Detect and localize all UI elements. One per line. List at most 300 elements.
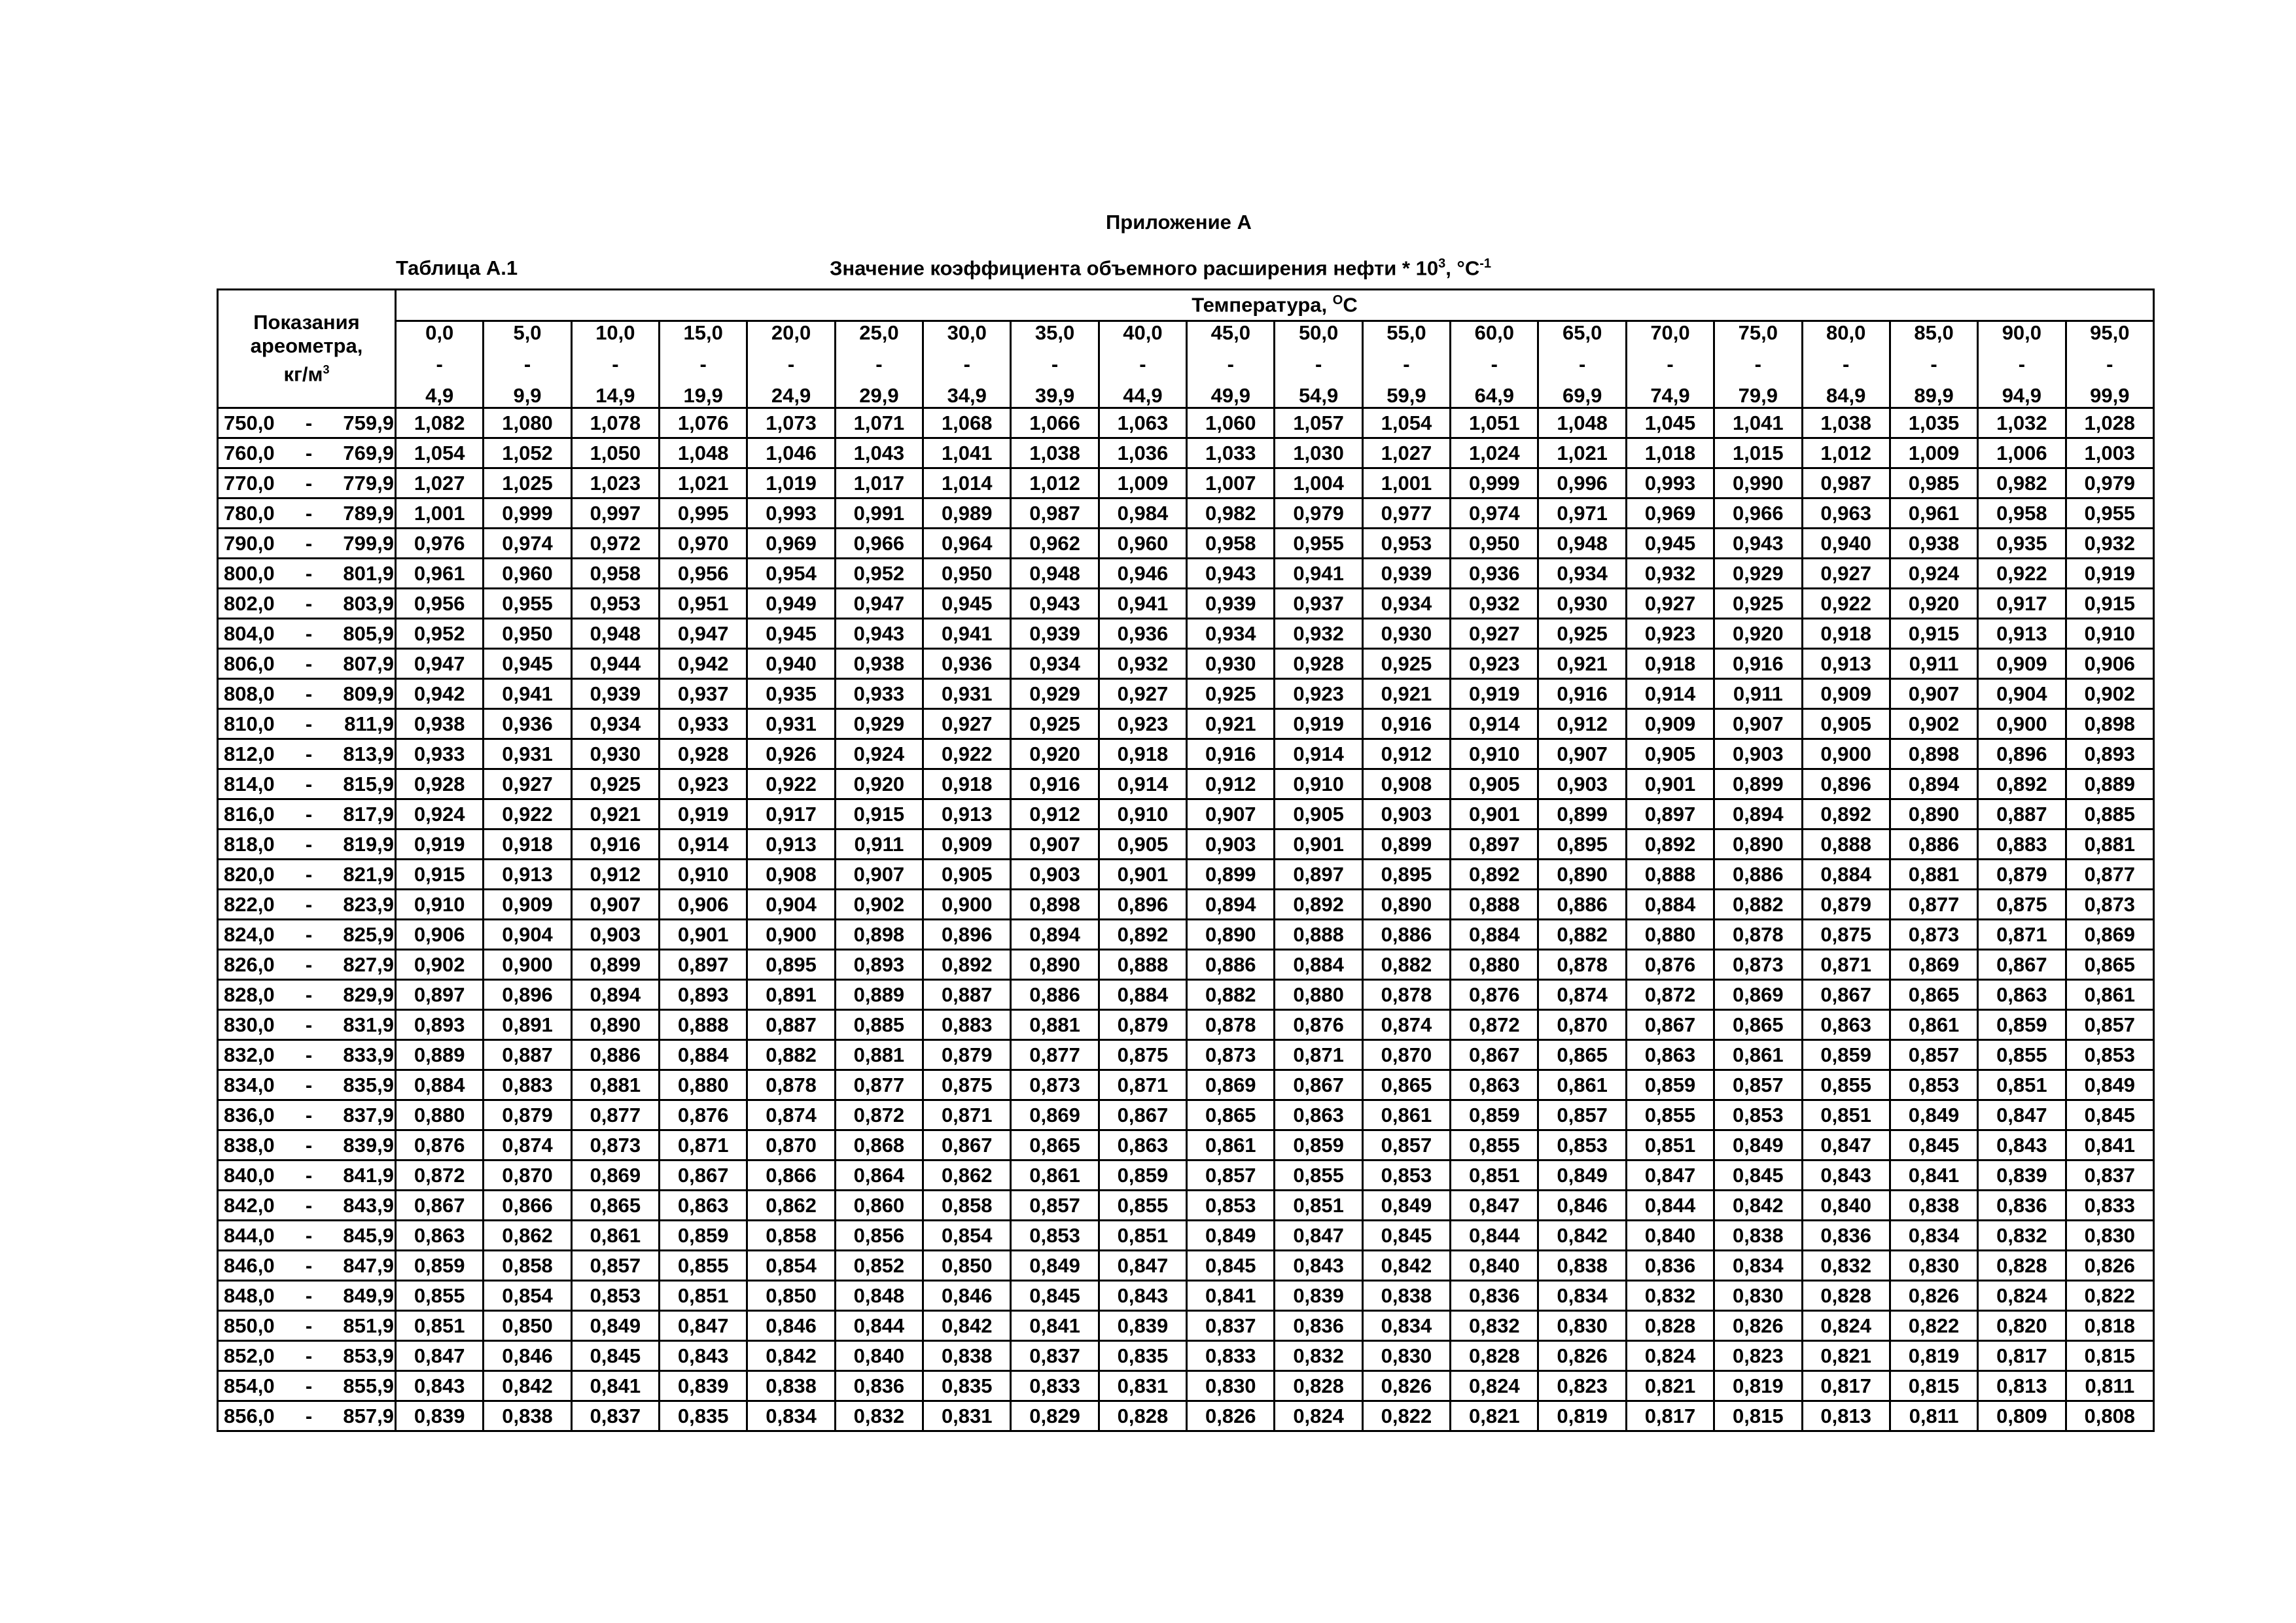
coefficient-cell: 0,863 [1099, 1130, 1186, 1161]
coefficient-cell: 0,846 [747, 1311, 835, 1341]
hydrometer-range-dash: - [305, 742, 313, 765]
coefficient-cell: 0,861 [1890, 1010, 1977, 1040]
coefficient-cell: 0,838 [923, 1341, 1011, 1371]
coefficient-cell: 0,908 [747, 860, 835, 890]
hydrometer-range-cell [218, 438, 396, 468]
hydrometer-range-cell [218, 1070, 396, 1100]
row-header-line3 [219, 358, 395, 386]
hydrometer-range-from: 816,0 [224, 802, 275, 826]
temperature-range-to: 34,9 [947, 384, 987, 407]
coefficient-cell: 0,910 [396, 890, 484, 920]
coefficient-cell: 0,879 [484, 1100, 571, 1130]
coefficient-cell: 0,982 [1187, 498, 1275, 529]
temperature-range-dash: - [699, 353, 707, 375]
table-row [218, 679, 2154, 709]
coefficient-cell: 0,916 [1538, 679, 1626, 709]
hydrometer-range-dash: - [305, 832, 313, 856]
coefficient-cell: 0,835 [923, 1371, 1011, 1401]
coefficient-cell: 0,936 [1451, 559, 1538, 589]
coefficient-cell: 0,996 [1538, 468, 1626, 498]
coefficient-cell: 0,919 [2066, 559, 2153, 589]
temperature-range-header [1714, 321, 1802, 408]
coefficient-cell: 0,830 [1890, 1251, 1977, 1281]
coefficient-cell: 0,976 [396, 529, 484, 559]
coefficient-cell: 0,862 [747, 1191, 835, 1221]
coefficient-cell: 0,832 [1626, 1281, 1714, 1311]
coefficient-cell: 0,851 [1275, 1191, 1362, 1221]
coefficient-cell: 0,895 [747, 950, 835, 980]
table-row [218, 1130, 2154, 1161]
coefficient-cell: 0,923 [1626, 619, 1714, 649]
coefficient-cell: 0,896 [923, 920, 1011, 950]
hydrometer-range-cell [218, 1371, 396, 1401]
coefficient-cell: 0,849 [1011, 1251, 1099, 1281]
coefficient-cell: 0,921 [1362, 679, 1450, 709]
coefficient-cell: 0,819 [1538, 1401, 1626, 1431]
coefficient-cell: 0,876 [396, 1130, 484, 1161]
coefficient-cell: 0,885 [2066, 799, 2153, 829]
coefficient-cell: 0,893 [396, 1010, 484, 1040]
coefficient-cell: 0,845 [1362, 1221, 1450, 1251]
hydrometer-range-dash: - [305, 1103, 313, 1126]
coefficient-cell: 1,073 [747, 408, 835, 438]
coefficient-cell: 0,850 [747, 1281, 835, 1311]
hydrometer-range-to: 843,9 [343, 1193, 394, 1217]
coefficient-cell: 0,878 [1538, 950, 1626, 980]
coefficient-cell: 0,904 [484, 920, 571, 950]
coefficient-cell: 0,883 [484, 1070, 571, 1100]
hydrometer-range-dash: - [305, 1374, 313, 1397]
hydrometer-range-dash: - [305, 1193, 313, 1217]
table-row [218, 1371, 2154, 1401]
table-row [218, 1070, 2154, 1100]
hydrometer-range-cell [218, 709, 396, 739]
coefficient-cell: 0,910 [2066, 619, 2153, 649]
coefficient-cell: 0,894 [1011, 920, 1099, 950]
coefficient-cell: 0,857 [1011, 1191, 1099, 1221]
coefficient-cell: 1,035 [1890, 408, 1977, 438]
hydrometer-range-cell [218, 649, 396, 679]
coefficient-cell: 0,867 [1626, 1010, 1714, 1040]
coefficient-cell: 0,858 [747, 1221, 835, 1251]
hydrometer-range-cell [218, 1311, 396, 1341]
temperature-range-to: 84,9 [1826, 384, 1866, 407]
coefficient-cell: 0,878 [1362, 980, 1450, 1010]
coefficient-cell: 0,855 [1451, 1130, 1538, 1161]
coefficient-cell: 0,885 [835, 1010, 923, 1040]
coefficient-cell: 0,817 [1978, 1341, 2066, 1371]
coefficient-cell: 0,977 [1362, 498, 1450, 529]
coefficient-cell: 0,824 [1451, 1371, 1538, 1401]
coefficient-cell: 0,920 [1714, 619, 1802, 649]
coefficient-cell: 0,828 [1978, 1251, 2066, 1281]
coefficient-cell: 0,872 [1626, 980, 1714, 1010]
coefficient-cell: 0,922 [747, 769, 835, 799]
coefficient-cell: 0,932 [1275, 619, 1362, 649]
coefficient-cell: 0,865 [1538, 1040, 1626, 1070]
temperature-range-from: 40,0 [1123, 321, 1163, 344]
coefficient-cell: 0,839 [660, 1371, 747, 1401]
coefficient-cell: 0,841 [1187, 1281, 1275, 1311]
coefficient-cell: 0,993 [1626, 468, 1714, 498]
coefficient-cell: 0,817 [1626, 1401, 1714, 1431]
coefficient-cell: 0,892 [1978, 769, 2066, 799]
coefficient-cell: 0,840 [835, 1341, 923, 1371]
temperature-degree-sign: О [1332, 293, 1343, 308]
coefficient-cell: 0,869 [1890, 950, 1977, 980]
coefficient-cell: 0,901 [1275, 829, 1362, 860]
coefficient-cell: 0,889 [2066, 769, 2153, 799]
coefficient-cell: 0,882 [1187, 980, 1275, 1010]
temperature-range-to: 14,9 [595, 384, 635, 407]
coefficient-cell: 1,007 [1187, 468, 1275, 498]
coefficient-cell: 0,839 [396, 1401, 484, 1431]
hydrometer-range-to: 837,9 [343, 1103, 394, 1126]
coefficient-cell: 0,863 [660, 1191, 747, 1221]
coefficient-cell: 0,879 [923, 1040, 1011, 1070]
hydrometer-range-cell [218, 950, 396, 980]
coefficient-cell: 0,851 [660, 1281, 747, 1311]
table-row [218, 1221, 2154, 1251]
hydrometer-range-to: 799,9 [343, 531, 394, 555]
coefficient-cell: 0,927 [1802, 559, 1890, 589]
coefficient-cell: 0,861 [1187, 1130, 1275, 1161]
coefficient-cell: 0,865 [1187, 1100, 1275, 1130]
hydrometer-range-dash: - [305, 411, 313, 434]
temperature-range-to: 39,9 [1034, 384, 1075, 407]
coefficient-cell: 0,952 [396, 619, 484, 649]
coefficient-cell: 1,066 [1011, 408, 1099, 438]
coefficient-cell: 0,847 [660, 1311, 747, 1341]
table-row [218, 860, 2154, 890]
table-row [218, 559, 2154, 589]
coefficient-cell: 0,837 [571, 1401, 659, 1431]
coefficient-cell: 1,045 [1626, 408, 1714, 438]
coefficient-cell: 0,875 [1099, 1040, 1186, 1070]
coefficient-cell: 0,891 [747, 980, 835, 1010]
coefficient-cell: 0,914 [660, 829, 747, 860]
coefficient-cell: 1,009 [1099, 468, 1186, 498]
coefficient-cell: 0,828 [1451, 1341, 1538, 1371]
hydrometer-range-from: 840,0 [224, 1163, 275, 1187]
hydrometer-range-to: 809,9 [343, 682, 394, 705]
coefficient-cell: 0,901 [660, 920, 747, 950]
temperature-range-from: 35,0 [1034, 321, 1075, 344]
coefficient-cell: 0,859 [1626, 1070, 1714, 1100]
hydrometer-range-cell [218, 739, 396, 769]
expansion-coefficient-table [217, 288, 2155, 1432]
coefficient-cell: 0,826 [1714, 1311, 1802, 1341]
coefficient-cell: 1,018 [1626, 438, 1714, 468]
coefficient-cell: 0,837 [1187, 1311, 1275, 1341]
hydrometer-range-dash: - [305, 952, 313, 976]
coefficient-cell: 0,847 [1802, 1130, 1890, 1161]
table-row [218, 619, 2154, 649]
coefficient-cell: 0,832 [835, 1401, 923, 1431]
hydrometer-range-to: 833,9 [343, 1043, 394, 1066]
coefficient-cell: 0,876 [1275, 1010, 1362, 1040]
coefficient-cell: 1,043 [835, 438, 923, 468]
coefficient-cell: 1,021 [1538, 438, 1626, 468]
table-caption-unit: , °С [1445, 256, 1480, 280]
coefficient-cell: 0,912 [1362, 739, 1450, 769]
coefficient-cell: 0,845 [1187, 1251, 1275, 1281]
hydrometer-range-to: 807,9 [343, 652, 394, 675]
coefficient-cell: 0,903 [571, 920, 659, 950]
temperature-range-to: 44,9 [1123, 384, 1163, 407]
coefficient-cell: 0,925 [571, 769, 659, 799]
coefficient-cell: 0,880 [396, 1100, 484, 1130]
coefficient-cell: 0,863 [1802, 1010, 1890, 1040]
coefficient-cell: 0,855 [1626, 1100, 1714, 1130]
table-row [218, 438, 2154, 468]
coefficient-cell: 0,822 [1890, 1311, 1977, 1341]
coefficient-cell: 0,964 [923, 529, 1011, 559]
coefficient-cell: 0,881 [1890, 860, 1977, 890]
temperature-range-header [2066, 321, 2153, 408]
hydrometer-range-dash: - [305, 1253, 313, 1277]
coefficient-cell: 0,979 [2066, 468, 2153, 498]
coefficient-cell: 0,847 [396, 1341, 484, 1371]
coefficient-cell: 0,849 [1714, 1130, 1802, 1161]
coefficient-cell: 0,869 [571, 1161, 659, 1191]
coefficient-cell: 0,840 [1802, 1191, 1890, 1221]
coefficient-cell: 0,833 [1187, 1341, 1275, 1371]
coefficient-cell: 0,943 [1011, 589, 1099, 619]
coefficient-cell: 1,030 [1275, 438, 1362, 468]
coefficient-cell: 1,063 [1099, 408, 1186, 438]
coefficient-cell: 0,898 [1890, 739, 1977, 769]
temperature-range-from: 30,0 [947, 321, 987, 344]
table-row [218, 589, 2154, 619]
coefficient-cell: 0,842 [923, 1311, 1011, 1341]
hydrometer-range-cell [218, 498, 396, 529]
coefficient-cell: 0,945 [747, 619, 835, 649]
coefficient-cell: 0,905 [1626, 739, 1714, 769]
coefficient-cell: 0,851 [1626, 1130, 1714, 1161]
hydrometer-range-dash: - [305, 501, 313, 525]
coefficient-cell: 0,875 [1802, 920, 1890, 950]
coefficient-cell: 0,867 [1275, 1070, 1362, 1100]
hydrometer-range-dash: - [305, 1133, 313, 1157]
coefficient-cell: 0,835 [660, 1401, 747, 1431]
temperature-range-header [1802, 321, 1890, 408]
coefficient-cell: 0,922 [1978, 559, 2066, 589]
coefficient-cell: 0,843 [1099, 1281, 1186, 1311]
coefficient-cell: 0,903 [1714, 739, 1802, 769]
coefficient-cell: 0,871 [1275, 1040, 1362, 1070]
hydrometer-range-cell [218, 559, 396, 589]
coefficient-cell: 0,853 [1714, 1100, 1802, 1130]
coefficient-cell: 0,884 [396, 1070, 484, 1100]
coefficient-cell: 0,938 [1890, 529, 1977, 559]
coefficient-cell: 0,839 [1275, 1281, 1362, 1311]
coefficient-cell: 0,869 [1714, 980, 1802, 1010]
coefficient-cell: 0,869 [1187, 1070, 1275, 1100]
coefficient-cell: 0,928 [660, 739, 747, 769]
coefficient-cell: 1,076 [660, 408, 747, 438]
coefficient-cell: 0,913 [484, 860, 571, 890]
coefficient-cell: 1,021 [660, 468, 747, 498]
hydrometer-range-cell [218, 1040, 396, 1070]
temperature-range-dash: - [1843, 353, 1850, 375]
coefficient-cell: 0,907 [1714, 709, 1802, 739]
hydrometer-range-to: 811,9 [344, 712, 394, 735]
coefficient-cell: 0,875 [923, 1070, 1011, 1100]
coefficient-cell: 0,941 [1099, 589, 1186, 619]
temperature-range-to: 89,9 [1914, 384, 1954, 407]
coefficient-cell: 0,852 [835, 1251, 923, 1281]
coefficient-cell: 0,903 [1187, 829, 1275, 860]
coefficient-cell: 0,865 [571, 1191, 659, 1221]
coefficient-cell: 0,842 [1538, 1221, 1626, 1251]
coefficient-cell: 0,953 [1362, 529, 1450, 559]
coefficient-cell: 0,946 [1099, 559, 1186, 589]
coefficient-cell: 0,912 [571, 860, 659, 890]
coefficient-cell: 0,882 [747, 1040, 835, 1070]
coefficient-cell: 0,879 [1802, 890, 1890, 920]
coefficient-cell: 0,853 [1538, 1130, 1626, 1161]
temperature-range-dash: - [1930, 353, 1937, 375]
coefficient-cell: 0,947 [660, 619, 747, 649]
coefficient-cell: 0,895 [1362, 860, 1450, 890]
coefficient-cell: 1,052 [484, 438, 571, 468]
hydrometer-range-to: 835,9 [343, 1073, 394, 1096]
coefficient-cell: 0,873 [1714, 950, 1802, 980]
table-label: Таблица А.1 [396, 256, 518, 279]
hydrometer-range-to: 857,9 [343, 1404, 394, 1427]
coefficient-cell: 0,990 [1714, 468, 1802, 498]
coefficient-cell: 0,894 [1890, 769, 1977, 799]
hydrometer-range-dash: - [305, 1344, 313, 1367]
coefficient-cell: 0,899 [1362, 829, 1450, 860]
coefficient-cell: 0,881 [571, 1070, 659, 1100]
coefficient-cell: 0,905 [923, 860, 1011, 890]
coefficient-cell: 0,933 [835, 679, 923, 709]
coefficient-cell: 0,862 [484, 1221, 571, 1251]
coefficient-cell: 0,934 [1011, 649, 1099, 679]
coefficient-cell: 0,853 [1362, 1161, 1450, 1191]
temperature-range-dash: - [1754, 353, 1761, 375]
coefficient-cell: 0,925 [1011, 709, 1099, 739]
coefficient-cell: 1,048 [660, 438, 747, 468]
coefficient-cell: 0,853 [1011, 1221, 1099, 1251]
coefficient-cell: 0,934 [1187, 619, 1275, 649]
coefficient-cell: 0,843 [1275, 1251, 1362, 1281]
hydrometer-range-dash: - [305, 531, 313, 555]
coefficient-cell: 0,861 [571, 1221, 659, 1251]
coefficient-cell: 0,884 [660, 1040, 747, 1070]
coefficient-cell: 0,886 [1011, 980, 1099, 1010]
coefficient-cell: 1,057 [1275, 408, 1362, 438]
coefficient-cell: 0,833 [2066, 1191, 2153, 1221]
coefficient-cell: 0,867 [1099, 1100, 1186, 1130]
temperature-range-header [1275, 321, 1362, 408]
coefficient-cell: 0,888 [1099, 950, 1186, 980]
coefficient-cell: 0,935 [747, 679, 835, 709]
coefficient-cell: 0,989 [923, 498, 1011, 529]
coefficient-cell: 0,873 [1011, 1070, 1099, 1100]
hydrometer-range-from: 820,0 [224, 862, 275, 886]
coefficient-cell: 0,879 [1978, 860, 2066, 890]
coefficient-cell: 0,813 [1978, 1371, 2066, 1401]
coefficient-cell: 0,953 [571, 589, 659, 619]
coefficient-cell: 0,915 [835, 799, 923, 829]
coefficient-cell: 0,821 [1802, 1341, 1890, 1371]
coefficient-cell: 0,836 [1978, 1191, 2066, 1221]
coefficient-cell: 0,849 [1187, 1221, 1275, 1251]
coefficient-cell: 0,859 [1978, 1010, 2066, 1040]
coefficient-cell: 0,861 [1011, 1161, 1099, 1191]
coefficient-cell: 0,854 [923, 1221, 1011, 1251]
temperature-range-dash: - [1667, 353, 1674, 375]
coefficient-cell: 0,923 [660, 769, 747, 799]
coefficient-cell: 0,966 [1714, 498, 1802, 529]
coefficient-cell: 0,832 [1451, 1311, 1538, 1341]
hydrometer-range-cell [218, 769, 396, 799]
temperature-range-to: 29,9 [859, 384, 899, 407]
coefficient-cell: 0,838 [484, 1401, 571, 1431]
hydrometer-range-from: 834,0 [224, 1073, 275, 1096]
hydrometer-range-cell [218, 1191, 396, 1221]
hydrometer-range-dash: - [305, 1314, 313, 1337]
coefficient-cell: 0,851 [1978, 1070, 2066, 1100]
coefficient-cell: 0,886 [1362, 920, 1450, 950]
coefficient-cell: 0,853 [1890, 1070, 1977, 1100]
coefficient-cell: 0,867 [660, 1161, 747, 1191]
hydrometer-range-dash: - [305, 922, 313, 946]
coefficient-cell: 0,843 [1802, 1161, 1890, 1191]
coefficient-cell: 0,836 [835, 1371, 923, 1401]
hydrometer-range-dash: - [305, 1073, 313, 1096]
coefficient-cell: 0,897 [660, 950, 747, 980]
coefficient-cell: 0,896 [484, 980, 571, 1010]
coefficient-cell: 0,822 [2066, 1281, 2153, 1311]
coefficient-cell: 0,855 [1802, 1070, 1890, 1100]
temperature-range-header [1099, 321, 1186, 408]
coefficient-cell: 0,910 [1099, 799, 1186, 829]
coefficient-cell: 0,899 [571, 950, 659, 980]
coefficient-cell: 0,848 [835, 1281, 923, 1311]
coefficient-cell: 1,004 [1275, 468, 1362, 498]
coefficient-cell: 0,934 [1362, 589, 1450, 619]
coefficient-cell: 0,963 [1802, 498, 1890, 529]
hydrometer-range-from: 826,0 [224, 952, 275, 976]
hydrometer-range-dash: - [305, 1283, 313, 1307]
temperature-range-dash: - [963, 353, 970, 375]
coefficient-cell: 0,916 [1362, 709, 1450, 739]
temperature-range-to: 4,9 [425, 384, 454, 407]
coefficient-cell: 0,841 [571, 1371, 659, 1401]
coefficient-cell: 0,924 [396, 799, 484, 829]
coefficient-cell: 0,928 [1275, 649, 1362, 679]
coefficient-cell: 0,887 [1978, 799, 2066, 829]
coefficient-cell: 0,925 [1362, 649, 1450, 679]
hydrometer-range-cell [218, 1161, 396, 1191]
coefficient-cell: 0,835 [1099, 1341, 1186, 1371]
coefficient-cell: 0,892 [1626, 829, 1714, 860]
coefficient-cell: 0,831 [923, 1401, 1011, 1431]
hydrometer-range-to: 769,9 [343, 441, 394, 464]
coefficient-cell: 0,867 [1978, 950, 2066, 980]
temperature-range-dash: - [436, 353, 443, 375]
hydrometer-range-dash: - [305, 892, 313, 916]
temperature-range-header [1451, 321, 1538, 408]
temperature-range-from: 95,0 [2090, 321, 2130, 344]
coefficient-cell: 0,923 [1451, 649, 1538, 679]
coefficient-cell: 0,844 [1451, 1221, 1538, 1251]
coefficient-cell: 0,941 [1275, 559, 1362, 589]
